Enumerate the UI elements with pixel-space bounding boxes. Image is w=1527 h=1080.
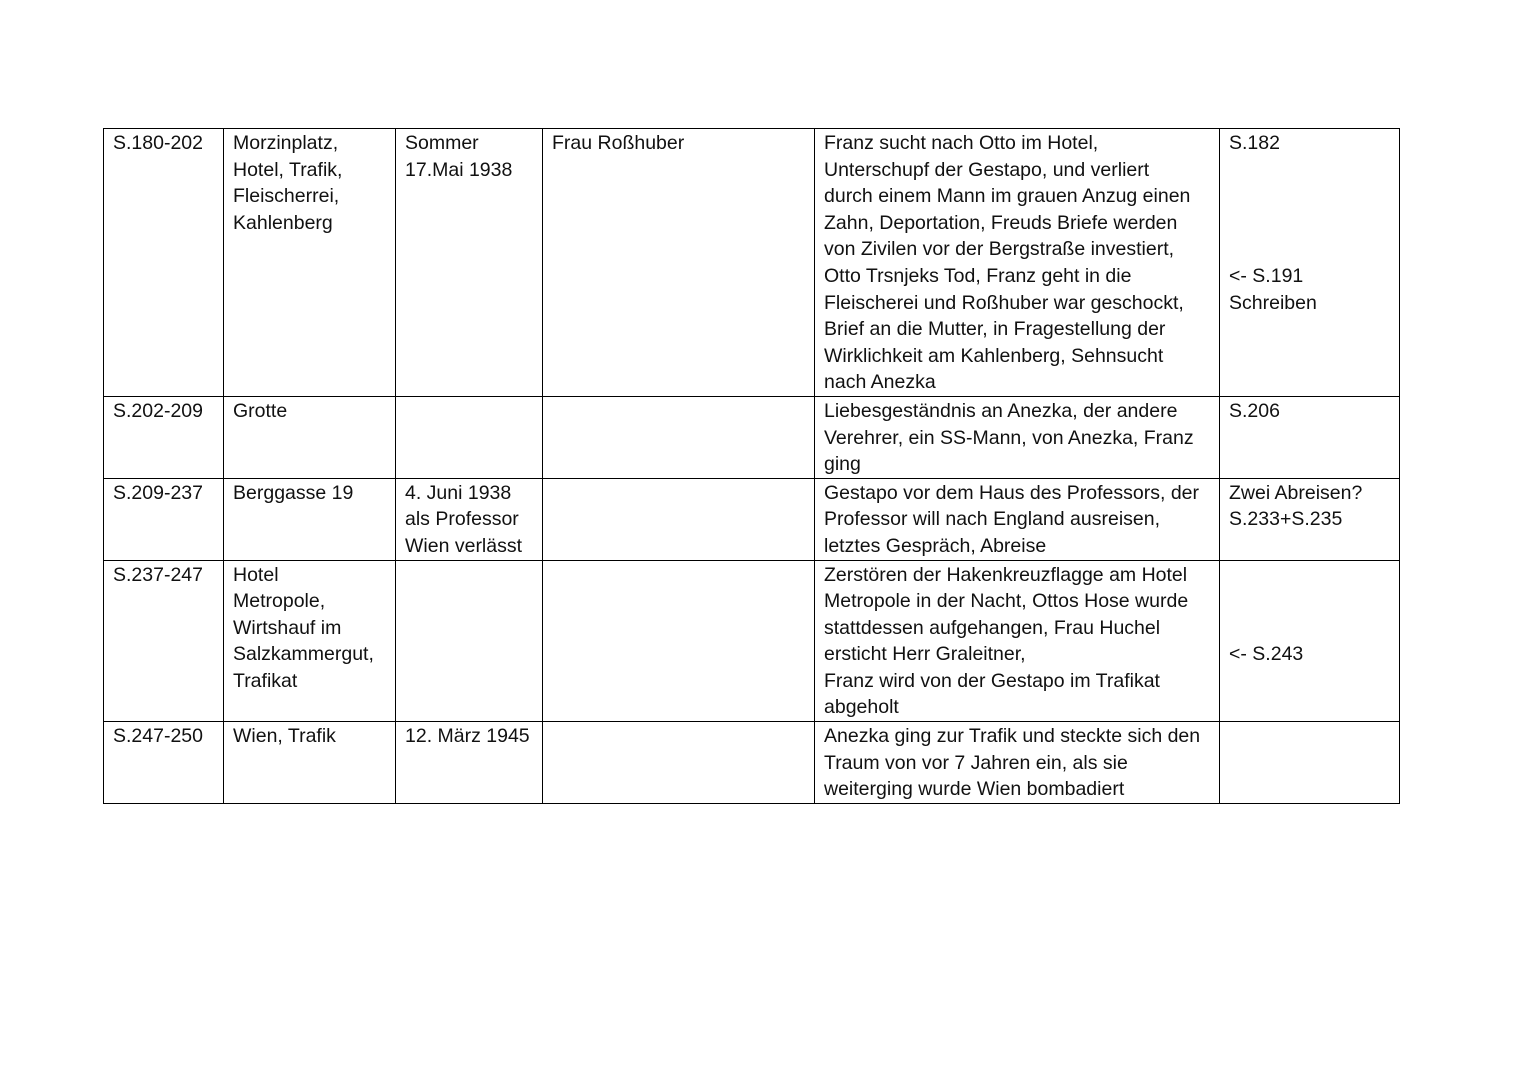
pages-cell xyxy=(104,129,224,397)
cell-line: Zerstören der Hakenkreuzflagge am Hotel xyxy=(824,563,1188,586)
table-row xyxy=(104,396,1400,478)
cell-line: Franz wird von der Gestapo im Trafikat xyxy=(824,669,1160,692)
time-cell xyxy=(396,396,543,478)
cell-line: <- S.243 xyxy=(1229,643,1304,666)
cell-line: Liebesgeständnis an Anezka, der andere xyxy=(824,399,1178,422)
persons-cell xyxy=(543,396,815,478)
cell-line: S.233+S.235 xyxy=(1229,508,1343,531)
cell-line: letztes Gespräch, Abreise xyxy=(824,534,1047,557)
cell-line: Zahn, Deportation, Freuds Briefe werden xyxy=(824,211,1178,234)
cell-line: Wirtshauf im xyxy=(233,616,342,639)
cell-line: Verehrer, ein SS-Mann, von Anezka, Franz xyxy=(824,426,1194,449)
time-cell xyxy=(396,560,543,722)
cell-line: 4. Juni 1938 xyxy=(405,481,512,504)
cell-line: stattdessen aufgehangen, Frau Huchel xyxy=(824,616,1161,639)
persons-cell xyxy=(543,129,815,397)
cell-line xyxy=(1229,157,1390,184)
notes-cell xyxy=(1220,560,1400,722)
table-row xyxy=(104,722,1400,804)
cell-line: Unterschupf der Gestapo, und verliert xyxy=(824,158,1150,181)
table-row xyxy=(104,478,1400,560)
cell-line: Traum von vor 7 Jahren ein, als sie xyxy=(824,751,1128,774)
cell-line xyxy=(1229,588,1390,615)
table-body xyxy=(104,129,1400,804)
cell-line: Hotel xyxy=(233,563,279,586)
pages-cell xyxy=(104,722,224,804)
notes-cell xyxy=(1220,722,1400,804)
cell-line: Professor will nach England ausreisen, xyxy=(824,508,1161,531)
pages-cell xyxy=(104,396,224,478)
cell-line: Fleischerei und Roßhuber war geschockt, xyxy=(824,291,1184,314)
cell-line: weiterging wurde Wien bombadiert xyxy=(824,778,1125,801)
cell-line: durch einem Mann im grauen Anzug einen xyxy=(824,185,1191,208)
place-cell xyxy=(224,478,396,560)
content-cell xyxy=(815,560,1220,722)
cell-line: Salzkammergut, xyxy=(233,643,374,666)
cell-line: Otto Trsnjeks Tod, Franz geht in die xyxy=(824,264,1132,287)
notes-cell xyxy=(1220,129,1400,397)
cell-line: S.182 xyxy=(1229,132,1280,154)
cell-line: Grotte xyxy=(233,399,288,422)
pages-cell xyxy=(104,560,224,722)
table-row xyxy=(104,129,1400,397)
place-cell xyxy=(224,722,396,804)
cell-line: nach Anezka xyxy=(824,371,936,394)
chapter-table xyxy=(103,128,1400,804)
cell-line: S.247-250 xyxy=(113,725,203,748)
cell-line: ersticht Herr Graleitner, xyxy=(824,643,1026,666)
notes-cell xyxy=(1220,478,1400,560)
cell-line: Frau Roßhuber xyxy=(552,132,685,154)
cell-line: Sommer xyxy=(405,132,479,154)
cell-line: Metropole in der Nacht, Ottos Hose wurde xyxy=(824,590,1189,613)
cell-line xyxy=(1229,236,1390,263)
content-cell xyxy=(815,396,1220,478)
place-cell xyxy=(224,129,396,397)
pages-cell xyxy=(104,478,224,560)
cell-line: Berggasse 19 xyxy=(233,481,354,504)
cell-line: 17.Mai 1938 xyxy=(405,158,513,181)
cell-line: Metropole, xyxy=(233,590,326,613)
cell-line: Hotel, Trafik, xyxy=(233,158,343,181)
cell-line: Franz sucht nach Otto im Hotel, xyxy=(824,132,1099,154)
cell-line: Brief an die Mutter, in Fragestellung der xyxy=(824,318,1166,341)
cell-line: S.237-247 xyxy=(113,563,203,586)
persons-cell xyxy=(543,722,815,804)
cell-line: Morzinplatz, xyxy=(233,132,339,154)
place-cell xyxy=(224,396,396,478)
content-cell xyxy=(815,478,1220,560)
cell-line xyxy=(1229,183,1390,210)
cell-line xyxy=(1229,562,1390,589)
table-row xyxy=(104,560,1400,722)
cell-line xyxy=(1229,210,1390,237)
time-cell xyxy=(396,722,543,804)
cell-line: von Zivilen vor der Bergstraße investiert, xyxy=(824,238,1175,261)
cell-line: S.209-237 xyxy=(113,481,203,504)
cell-line: als Professor xyxy=(405,508,519,531)
cell-line: S.206 xyxy=(1229,399,1280,422)
persons-cell xyxy=(543,560,815,722)
content-cell xyxy=(815,722,1220,804)
cell-line xyxy=(1229,615,1390,642)
cell-line: S.202-209 xyxy=(113,399,203,422)
cell-line: <- S.191 xyxy=(1229,264,1304,287)
cell-line: abgeholt xyxy=(824,696,899,719)
cell-line: Schreiben xyxy=(1229,291,1317,314)
cell-line: Anezka ging zur Trafik und steckte sich den xyxy=(824,725,1201,748)
cell-line: Wien, Trafik xyxy=(233,725,336,748)
cell-line: S.180-202 xyxy=(113,132,203,154)
cell-line: Gestapo vor dem Haus des Professors, der xyxy=(824,481,1200,504)
cell-line: Trafikat xyxy=(233,669,298,692)
cell-line: Zwei Abreisen? xyxy=(1229,481,1363,504)
time-cell xyxy=(396,478,543,560)
cell-line: ging xyxy=(824,453,861,476)
content-cell xyxy=(815,129,1220,397)
notes-cell xyxy=(1220,396,1400,478)
cell-line: Wien verlässt xyxy=(405,534,523,557)
cell-line: Fleischerrei, xyxy=(233,185,340,208)
persons-cell xyxy=(543,478,815,560)
cell-line: Kahlenberg xyxy=(233,211,333,234)
cell-line: 12. März 1945 xyxy=(405,725,530,748)
time-cell xyxy=(396,129,543,397)
cell-line: Wirklichkeit am Kahlenberg, Sehnsucht xyxy=(824,344,1164,367)
place-cell xyxy=(224,560,396,722)
